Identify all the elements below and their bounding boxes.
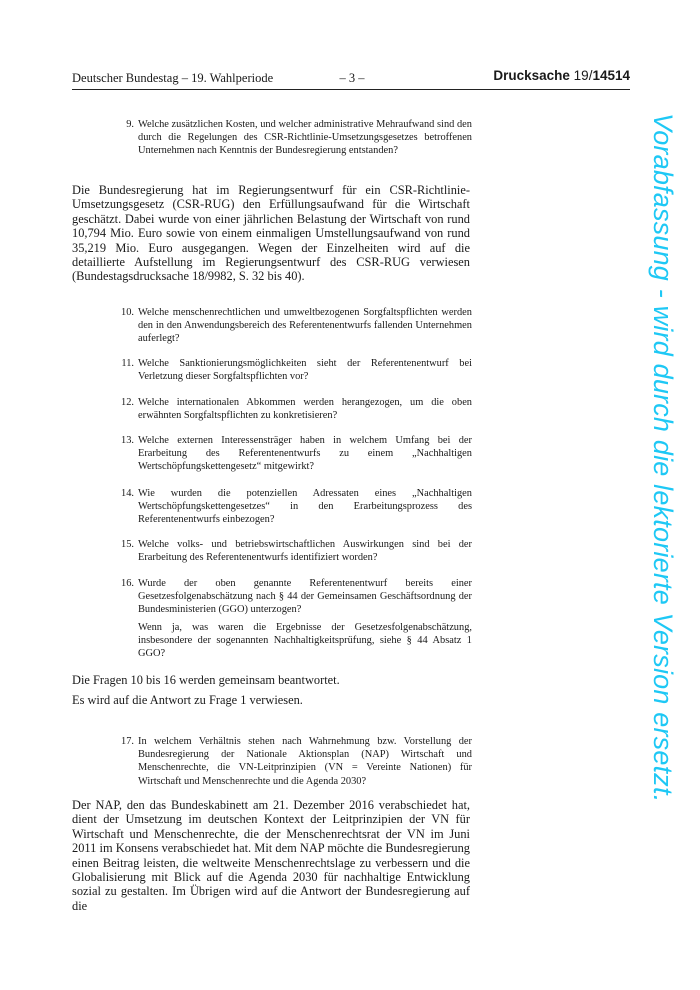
page-header (72, 70, 630, 90)
answer-10-16-line-2: Es wird auf die Antwort zu Frage 1 verwiesen. (72, 693, 303, 707)
question-text: Welche zusätzlichen Kosten, und welcher administrative Mehraufwand sind den durch die Regelungen des CSR-Richtlinie-Umsetzungsgesetzes betroffenen Unternehmen nach Kenntnis der Bundesregierung entstanden? (138, 119, 472, 157)
question-number: 13. (121, 435, 134, 446)
question-number: 9. (126, 119, 134, 130)
question-12 (121, 396, 472, 422)
draft-watermark: Vorabfassung - wird durch die lektorierte Version ersetzt. (648, 113, 678, 803)
header-parliament: Deutscher Bundestag – 19. Wahlperiode (72, 71, 274, 85)
question-text: Welche menschenrechtlichen und umweltbezogenen Sorgfaltspflichten werden den in den Anwendungsbereich des Referentenentwurfs fallenden Unternehmen auferlegt? (138, 307, 472, 345)
question-text: Welche externen Interessensträger haben in welchem Umfang bei der Erarbeitung des Referentenentwurfs zu einem „Nachhaltigen Wertschöpfungskettengesetz“ mitgewirkt? (138, 435, 472, 473)
page-number: – 3 – (339, 71, 365, 85)
document-prefix: 19/ (573, 68, 593, 83)
question-text: Welche internationalen Abkommen werden herangezogen, um die oben erwähnten Sorgfaltspflichten zu konkretisieren? (138, 397, 472, 422)
question-text: Wurde der oben genannte Referentenentwurf bereits einer Gesetzesfolgenabschätzung nach § 44 der Gemeinsamen Geschäftsordnung der Bundesministerien (GGO) unterzogen? (138, 578, 472, 616)
question-15 (121, 538, 472, 564)
question-text: Welche Sanktionierungsmöglichkeiten sieht der Referentenentwurf bei Verletzung dieser Sorgfaltspflichten vor? (138, 358, 472, 383)
question-17 (121, 735, 472, 788)
document-label: Drucksache (493, 68, 570, 83)
header-rule (72, 89, 630, 90)
question-number: 10. (121, 307, 134, 318)
document-id: 14514 (592, 68, 630, 83)
question-subtext: Wenn ja, was waren die Ergebnisse der Gesetzesfolgenabschätzung, insbesondere der sogenannten Nachhaltigkeitsprüfung, siehe § 44 Absatz 1 GGO? (138, 621, 472, 660)
answer-9: Die Bundesregierung hat im Regierungsentwurf für ein CSR-Richtlinie-Umsetzungsgesetz (CSR-RUG) den Erfüllungsaufwand für die Wirtschaft geschätzt. Dabei wurde von einer jährlichen Belastung der Wirtschaft von rund 10,794 Mio. Euro sowie von einem einmaligen Umstellungsaufwand von rund 35,219 Mio. Euro ausgegangen. Wegen der Einzelheiten wird auf die detaillierte Aufstellung im Regierungsentwurf des CSR-RUG verwiesen (Bundestagsdrucksache 18/9982, S. 32 bis 40). (72, 183, 470, 284)
question-text: Wie wurden die potenziellen Adressaten eines „Nachhaltigen Wertschöpfungskettengesetzes“ in den Erarbeitungsprozess des Referentenentwurfs einbezogen? (138, 488, 472, 526)
question-9 (126, 118, 472, 158)
question-number: 11. (121, 358, 134, 369)
question-number: 15. (121, 539, 134, 550)
question-number: 16. (121, 578, 134, 589)
question-text: In welchem Verhältnis stehen nach Wahrnehmung bzw. Vorstellung der Bundesregierung der Nationale Aktionsplan (NAP) Wirtschaft und Menschenrechte, die VN-Leitprinzipien (VN = Vereinte Nationen) für Wirtschaft und Menschenrechte und die Agenda 2030? (138, 736, 472, 787)
question-number: 12. (121, 397, 134, 408)
document-number (493, 68, 630, 84)
question-10 (121, 306, 472, 346)
question-11 (121, 357, 472, 383)
question-16 (121, 577, 472, 660)
question-number: 17. (121, 736, 134, 747)
question-13 (121, 434, 472, 474)
answer-17: Der NAP, den das Bundeskabinett am 21. Dezember 2016 verabschiedet hat, dient der Umsetzung im deutschen Kontext der Leitprinzipien der VN für Wirtschaft und Menschenrechte, die der Menschenrechtsrat der VN im Juni 2011 im Konsens verabschiedet hat. Mit dem NAP möchte die Bundesregierung einen Beitrag leisten, die weltweite Menschenrechtslage zu verbessern und die Globalisierung mit Blick auf die Agenda 2030 für nachhaltige Entwicklung sozial zu gestalten. Im Übrigen wird auf die Antwort der Bundesregierung auf die (72, 798, 470, 913)
question-text: Welche volks- und betriebswirtschaftlichen Auswirkungen sind bei der Erarbeitung des Referentenentwurfs identifiziert worden? (138, 539, 472, 564)
question-14 (121, 487, 472, 527)
question-number: 14. (121, 488, 134, 499)
answer-10-16-line-1: Die Fragen 10 bis 16 werden gemeinsam beantwortet. (72, 673, 340, 687)
